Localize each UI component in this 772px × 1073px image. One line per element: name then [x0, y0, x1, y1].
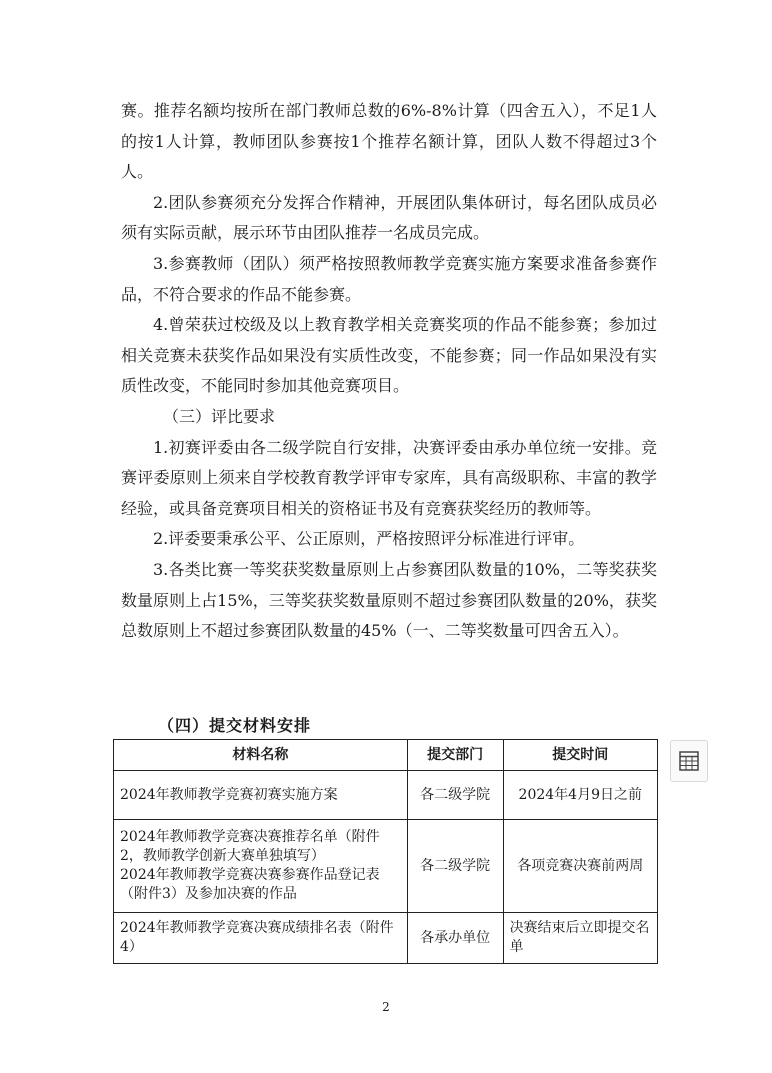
table-row	[114, 913, 658, 964]
cell-department: 各二级学院	[407, 820, 503, 913]
material-line: 2024年教师教学竞赛决赛推荐名单（附件2，教师教学创新大赛单独填写）	[120, 829, 380, 864]
materials-table	[113, 739, 658, 964]
cell-material-name	[114, 820, 408, 913]
cell-department: 各承办单位	[407, 913, 503, 964]
header-department: 提交部门	[407, 740, 503, 771]
paragraph-6: 2.评委要秉承公平、公正原则，严格按照评分标准进行评审。	[153, 529, 585, 549]
table-icon	[678, 750, 700, 772]
table-row	[114, 820, 658, 913]
material-line: 2024年教师教学竞赛决赛成绩排名表（附件4）	[120, 920, 394, 955]
cell-department: 各二级学院	[407, 771, 503, 820]
section-heading: （四）提交材料安排	[158, 716, 312, 735]
cell-material-name	[114, 913, 408, 964]
header-deadline: 提交时间	[503, 740, 657, 771]
material-line: 2024年教师教学竞赛初赛实施方案	[120, 786, 338, 803]
body-text	[121, 96, 657, 647]
cell-deadline: 决赛结束后立即提交名单	[503, 913, 657, 964]
cell-deadline: 各项竞赛决赛前两周	[503, 820, 657, 913]
table-tool-button[interactable]	[670, 740, 708, 782]
paragraph-1: 2.团队参赛须充分发挥合作精神，开展团队集体研讨，每名团队成员必须有实际贡献，展示环节由团队推荐一名成员完成。	[121, 192, 657, 243]
subsection-heading: （三）评比要求	[163, 406, 276, 426]
cell-material-name	[114, 771, 408, 820]
paragraph-3: 4.曾荣获过校级及以上教育教学相关竞赛奖项的作品不能参赛；参加过相关竞赛未获奖作品如果没有实质性改变，不能参赛；同一作品如果没有实质性改变，不能同时参加其他竞赛项目。	[121, 315, 657, 396]
cell-deadline: 2024年4月9日之前	[503, 771, 657, 820]
material-line: 2024年教师教学竞赛决赛参赛作品登记表（附件3）及参加决赛的作品	[120, 867, 380, 902]
page-number: 2	[382, 1000, 390, 1014]
paragraph-0: 赛。推荐名额均按所在部门教师总数的6%-8%计算（四舍五入），不足1人的按1人计算，教师团队参赛按1个推荐名额计算，团队人数不得超过3个人。	[121, 101, 657, 182]
paragraph-7: 3.各类比赛一等奖获奖数量原则上占参赛团队数量的10%，二等奖获奖数量原则上占15%，三等奖获奖数量原则不超过参赛团队数量的20%，获奖总数原则上不超过参赛团队数量的45%（一、二等奖数量可四舍五入）。	[121, 559, 657, 641]
paragraph-5: 1.初赛评委由各二级学院自行安排，决赛评委由承办单位统一安排。竞赛评委原则上须来自学校教育教学评审专家库，具有高级职称、丰富的教学经验，或具备竞赛项目相关的资格证书及有竞赛获奖经历的教师等。	[121, 437, 657, 518]
table-row	[114, 771, 658, 820]
header-material-name: 材料名称	[114, 740, 408, 771]
table-header-row	[114, 740, 658, 771]
paragraph-2: 3.参赛教师（团队）须严格按照教师教学竞赛实施方案要求准备参赛作品，不符合要求的作品不能参赛。	[121, 253, 657, 304]
